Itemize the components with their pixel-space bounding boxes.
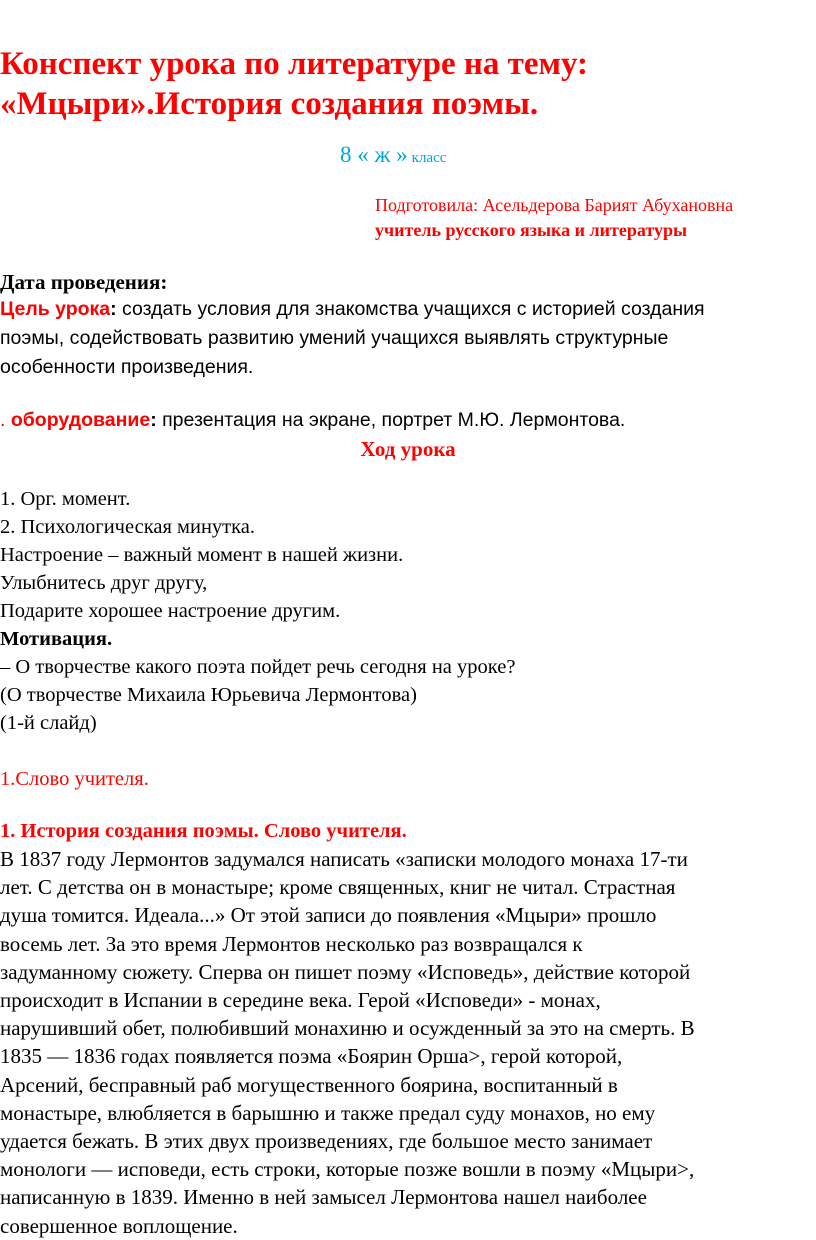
history-heading: 1. История создания поэмы. Слово учителя. (0, 820, 407, 842)
paragraph-line: восемь лет. За это время Лермонтов несколько раз возвращался к (0, 931, 583, 956)
equipment-colon: : (150, 409, 157, 431)
title-line-2: «Мцыри».История создания поэмы. (0, 86, 539, 122)
list-item: (О творчестве Михаила Юрьевича Лермонтова) (0, 684, 417, 706)
goal-line-2: поэмы, содействовать развитию умений учащихся выявлять структурные (0, 327, 669, 349)
goal-line-3: особенности произведения. (0, 356, 254, 378)
paragraph-line: написанную в 1839. Именно в ней замысел Лермонтова нашел наиболее (0, 1185, 647, 1210)
paragraph-line: нарушивший обет, полюбивший монахиню и осужденный за это на смерть. В (0, 1016, 695, 1041)
paragraph-line: происходит в Испании в середине века. Герой «Исповеди» - монах, (0, 988, 601, 1013)
paragraph-line: совершенное воплощение. (0, 1213, 238, 1238)
class-word: класс (411, 150, 447, 166)
document-title (0, 44, 810, 124)
goal-label: Цель урока (0, 298, 111, 320)
paragraph-line: монастыре, влюбляется в барышню и также предал суду монахов, но ему (0, 1100, 656, 1125)
list-item: 1. Орг. момент. (0, 488, 131, 510)
paragraph-line: душа томится. Идеала...» От этой записи до появления «Мцыри» прошло (0, 903, 657, 928)
teacher-position: учитель русского языка и литературы (375, 220, 688, 240)
motivation-heading: Мотивация. (0, 628, 113, 650)
equipment-label: оборудование (10, 409, 151, 431)
goal-colon: : (110, 298, 117, 320)
equipment-dot: . (0, 409, 6, 431)
paragraph-line: задуманному сюжету. Сперва он пишет поэму «Исповедь», действие которой (0, 959, 691, 984)
class-number: 8 « ж » (340, 142, 408, 167)
lesson-goal (0, 295, 812, 382)
title-line-1: Конспект урока по литературе на тему: (0, 46, 589, 82)
lesson-heading: Ход урока (360, 437, 456, 461)
paragraph-line: удается бежать. В этих двух произведениях, где большое место занимает (0, 1129, 653, 1154)
equipment-text: презентация на экране, портрет М.Ю. Лермонтова. (156, 409, 626, 431)
history-paragraph (0, 845, 816, 1240)
list-item: (1-й слайд) (0, 712, 97, 734)
date-label: Дата проведения: (0, 270, 168, 294)
prepared-by: Подготовила: Асельдерова Барият Абухановна (375, 195, 734, 215)
list-item: Подарите хорошее настроение другим. (0, 600, 341, 622)
lesson-steps (0, 485, 816, 737)
goal-text-1: создать условия для знакомства учащихся с историей создания (116, 298, 705, 320)
paragraph-line: В 1837 году Лермонтов задумался написать «записки молодого монаха 17-ти (0, 847, 688, 871)
list-item: – О творчестве какого поэта пойдет речь сегодня на уроке? (0, 656, 516, 678)
equipment (0, 406, 625, 434)
list-item: Настроение – важный момент в нашей жизни. (0, 544, 404, 566)
goal-line-1 (0, 295, 812, 324)
list-item: Улыбнитесь друг другу, (0, 572, 208, 594)
class-label (340, 142, 446, 168)
teacher-word-heading: 1.Слово учителя. (0, 768, 149, 790)
paragraph-line: Арсений, бесправный раб могущественного боярина, воспитанный в (0, 1072, 618, 1097)
paragraph-line: 1835 — 1836 годах появляется поэма «Боярин Орша>, герой которой, (0, 1044, 623, 1069)
paragraph-line: лет. С детства он в монастыре; кроме священных, книг не читал. Страстная (0, 875, 676, 900)
paragraph-line: монологи — исповеди, есть строки, которые позже вошли в поэму «Мцыри>, (0, 1157, 695, 1182)
list-item: 2. Психологическая минутка. (0, 516, 255, 538)
